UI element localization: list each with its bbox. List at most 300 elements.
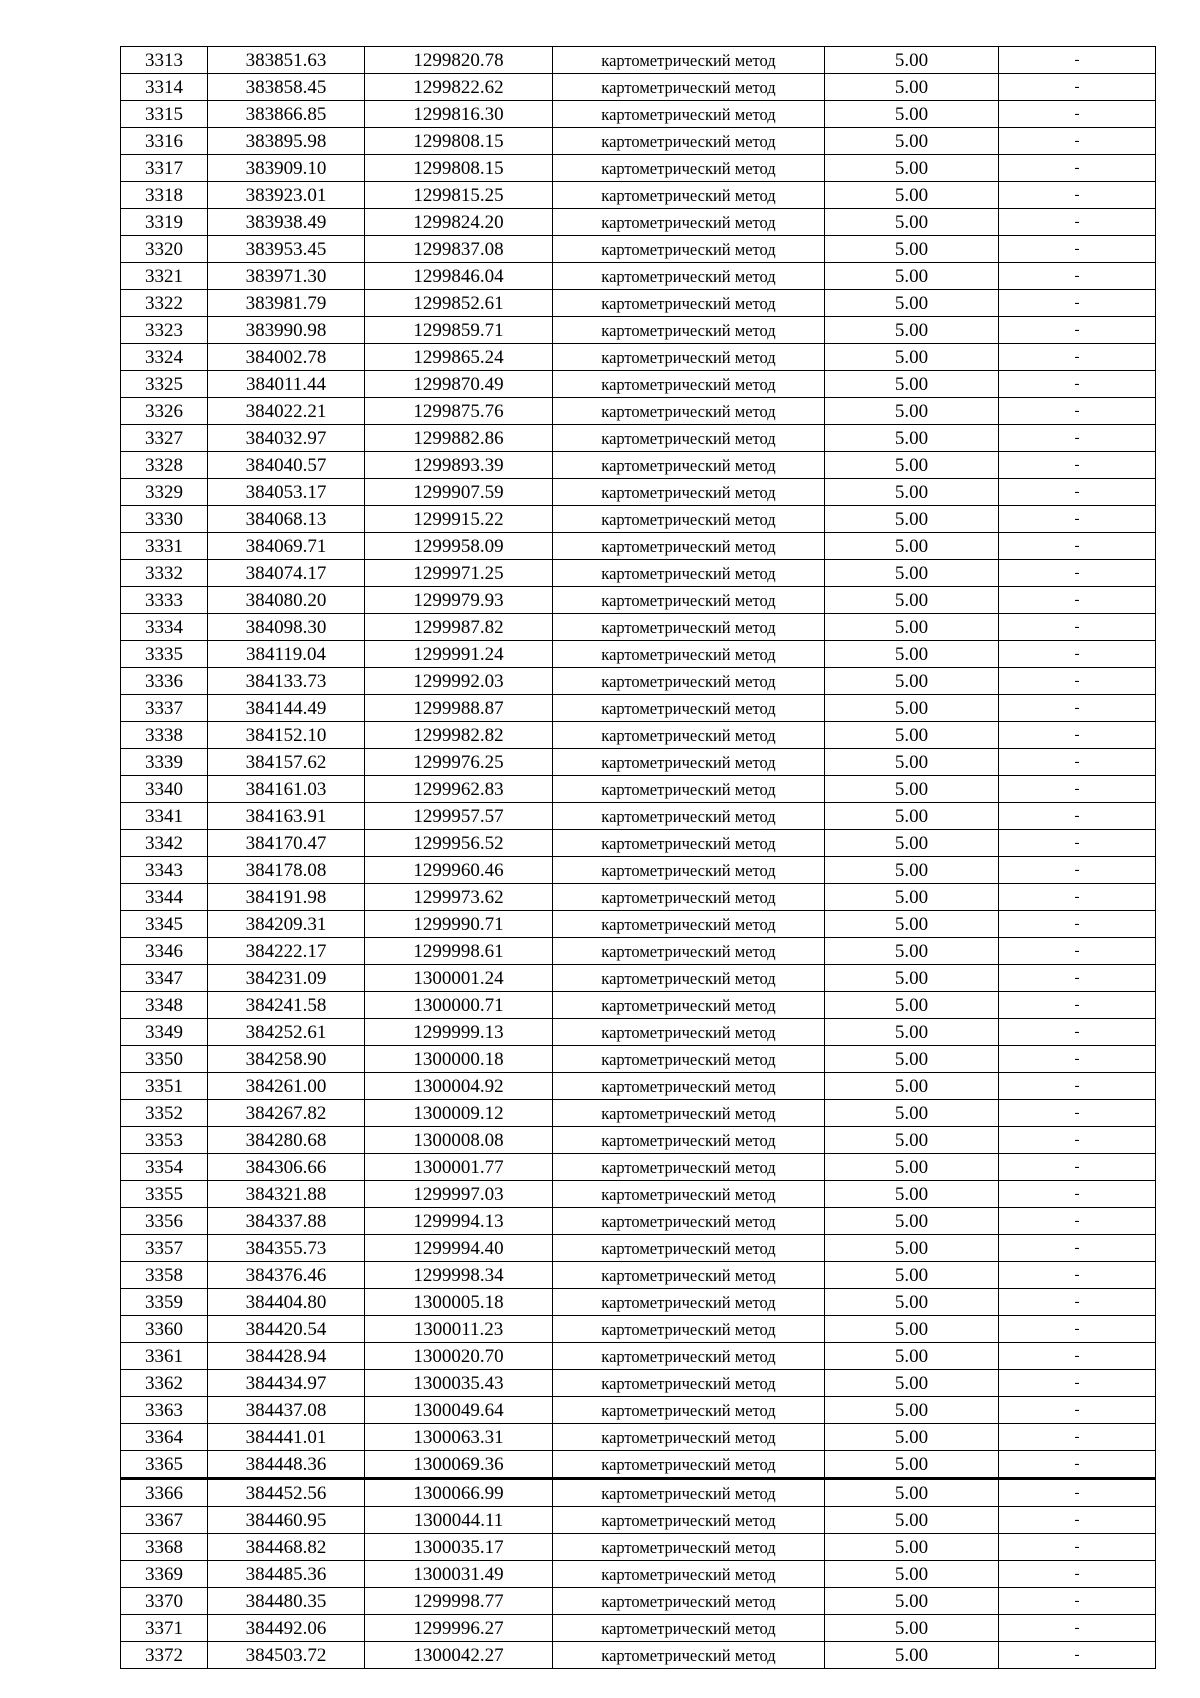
- method-cell: картометрический метод: [553, 1262, 825, 1289]
- y-coordinate-cell: 1299893.39: [365, 452, 553, 479]
- table-row: [121, 1642, 1156, 1669]
- point-number-cell: 3350: [121, 1046, 208, 1073]
- description-cell: -: [999, 776, 1156, 803]
- accuracy-cell: 5.00: [825, 506, 999, 533]
- method-cell: картометрический метод: [553, 344, 825, 371]
- x-coordinate-cell: 384252.61: [208, 1019, 365, 1046]
- method-cell: картометрический метод: [553, 1615, 825, 1642]
- accuracy-cell: 5.00: [825, 1479, 999, 1507]
- point-number-cell: 3314: [121, 74, 208, 101]
- y-coordinate-cell: 1300009.12: [365, 1100, 553, 1127]
- x-coordinate-cell: 384428.94: [208, 1343, 365, 1370]
- y-coordinate-cell: 1300001.77: [365, 1154, 553, 1181]
- point-number-cell: 3364: [121, 1424, 208, 1451]
- table-row: [121, 47, 1156, 74]
- point-number-cell: 3360: [121, 1316, 208, 1343]
- x-coordinate-cell: 384437.08: [208, 1397, 365, 1424]
- description-cell: -: [999, 560, 1156, 587]
- y-coordinate-cell: 1300031.49: [365, 1561, 553, 1588]
- point-number-cell: 3318: [121, 182, 208, 209]
- point-number-cell: 3344: [121, 884, 208, 911]
- description-cell: -: [999, 425, 1156, 452]
- description-cell: -: [999, 1479, 1156, 1507]
- description-cell: -: [999, 830, 1156, 857]
- table-row: [121, 1479, 1156, 1507]
- description-cell: -: [999, 1073, 1156, 1100]
- x-coordinate-cell: 384098.30: [208, 614, 365, 641]
- table-row: [121, 938, 1156, 965]
- point-number-cell: 3363: [121, 1397, 208, 1424]
- description-cell: -: [999, 1235, 1156, 1262]
- y-coordinate-cell: 1299915.22: [365, 506, 553, 533]
- accuracy-cell: 5.00: [825, 992, 999, 1019]
- point-number-cell: 3331: [121, 533, 208, 560]
- accuracy-cell: 5.00: [825, 803, 999, 830]
- y-coordinate-cell: 1299991.24: [365, 641, 553, 668]
- method-cell: картометрический метод: [553, 1127, 825, 1154]
- method-cell: картометрический метод: [553, 1289, 825, 1316]
- x-coordinate-cell: 383971.30: [208, 263, 365, 290]
- table-row: [121, 965, 1156, 992]
- y-coordinate-cell: 1300011.23: [365, 1316, 553, 1343]
- method-cell: картометрический метод: [553, 722, 825, 749]
- point-number-cell: 3340: [121, 776, 208, 803]
- method-cell: картометрический метод: [553, 74, 825, 101]
- point-number-cell: 3316: [121, 128, 208, 155]
- description-cell: -: [999, 1154, 1156, 1181]
- x-coordinate-cell: 384157.62: [208, 749, 365, 776]
- y-coordinate-cell: 1299882.86: [365, 425, 553, 452]
- table-row: [121, 1073, 1156, 1100]
- coordinates-table-body: [121, 47, 1156, 1669]
- accuracy-cell: 5.00: [825, 344, 999, 371]
- x-coordinate-cell: 384032.97: [208, 425, 365, 452]
- description-cell: -: [999, 1507, 1156, 1534]
- x-coordinate-cell: 384261.00: [208, 1073, 365, 1100]
- table-row: [121, 371, 1156, 398]
- y-coordinate-cell: 1299971.25: [365, 560, 553, 587]
- y-coordinate-cell: 1300005.18: [365, 1289, 553, 1316]
- y-coordinate-cell: 1299859.71: [365, 317, 553, 344]
- accuracy-cell: 5.00: [825, 74, 999, 101]
- accuracy-cell: 5.00: [825, 1507, 999, 1534]
- table-row: [121, 1451, 1156, 1479]
- x-coordinate-cell: 384053.17: [208, 479, 365, 506]
- accuracy-cell: 5.00: [825, 1588, 999, 1615]
- accuracy-cell: 5.00: [825, 317, 999, 344]
- description-cell: -: [999, 1370, 1156, 1397]
- y-coordinate-cell: 1300020.70: [365, 1343, 553, 1370]
- method-cell: картометрический метод: [553, 776, 825, 803]
- y-coordinate-cell: 1299987.82: [365, 614, 553, 641]
- table-row: [121, 533, 1156, 560]
- method-cell: картометрический метод: [553, 1642, 825, 1669]
- description-cell: -: [999, 857, 1156, 884]
- table-row: [121, 452, 1156, 479]
- accuracy-cell: 5.00: [825, 1208, 999, 1235]
- description-cell: -: [999, 290, 1156, 317]
- table-row: [121, 1046, 1156, 1073]
- table-row: [121, 776, 1156, 803]
- y-coordinate-cell: 1300044.11: [365, 1507, 553, 1534]
- table-row: [121, 425, 1156, 452]
- point-number-cell: 3371: [121, 1615, 208, 1642]
- y-coordinate-cell: 1299990.71: [365, 911, 553, 938]
- method-cell: картометрический метод: [553, 371, 825, 398]
- y-coordinate-cell: 1299997.03: [365, 1181, 553, 1208]
- y-coordinate-cell: 1299994.13: [365, 1208, 553, 1235]
- point-number-cell: 3366: [121, 1479, 208, 1507]
- accuracy-cell: 5.00: [825, 587, 999, 614]
- description-cell: -: [999, 1019, 1156, 1046]
- accuracy-cell: 5.00: [825, 776, 999, 803]
- accuracy-cell: 5.00: [825, 128, 999, 155]
- description-cell: -: [999, 398, 1156, 425]
- method-cell: картометрический метод: [553, 290, 825, 317]
- method-cell: картометрический метод: [553, 1073, 825, 1100]
- table-row: [121, 722, 1156, 749]
- accuracy-cell: 5.00: [825, 614, 999, 641]
- table-row: [121, 560, 1156, 587]
- accuracy-cell: 5.00: [825, 290, 999, 317]
- table-row: [121, 1370, 1156, 1397]
- table-row: [121, 911, 1156, 938]
- x-coordinate-cell: 384420.54: [208, 1316, 365, 1343]
- accuracy-cell: 5.00: [825, 1127, 999, 1154]
- point-number-cell: 3372: [121, 1642, 208, 1669]
- y-coordinate-cell: 1299820.78: [365, 47, 553, 74]
- description-cell: -: [999, 695, 1156, 722]
- accuracy-cell: 5.00: [825, 263, 999, 290]
- x-coordinate-cell: 383866.85: [208, 101, 365, 128]
- x-coordinate-cell: 384080.20: [208, 587, 365, 614]
- x-coordinate-cell: 384404.80: [208, 1289, 365, 1316]
- description-cell: -: [999, 155, 1156, 182]
- description-cell: -: [999, 1343, 1156, 1370]
- description-cell: -: [999, 992, 1156, 1019]
- accuracy-cell: 5.00: [825, 1235, 999, 1262]
- table-row: [121, 1316, 1156, 1343]
- table-row: [121, 884, 1156, 911]
- description-cell: -: [999, 1208, 1156, 1235]
- method-cell: картометрический метод: [553, 1451, 825, 1479]
- description-cell: -: [999, 1397, 1156, 1424]
- y-coordinate-cell: 1300004.92: [365, 1073, 553, 1100]
- accuracy-cell: 5.00: [825, 668, 999, 695]
- description-cell: -: [999, 1100, 1156, 1127]
- accuracy-cell: 5.00: [825, 533, 999, 560]
- y-coordinate-cell: 1299808.15: [365, 155, 553, 182]
- y-coordinate-cell: 1300008.08: [365, 1127, 553, 1154]
- method-cell: картометрический метод: [553, 884, 825, 911]
- accuracy-cell: 5.00: [825, 236, 999, 263]
- method-cell: картометрический метод: [553, 911, 825, 938]
- x-coordinate-cell: 384480.35: [208, 1588, 365, 1615]
- table-row: [121, 1181, 1156, 1208]
- accuracy-cell: 5.00: [825, 911, 999, 938]
- description-cell: -: [999, 452, 1156, 479]
- table-row: [121, 344, 1156, 371]
- table-row: [121, 614, 1156, 641]
- method-cell: картометрический метод: [553, 992, 825, 1019]
- accuracy-cell: 5.00: [825, 1181, 999, 1208]
- table-row: [121, 1588, 1156, 1615]
- point-number-cell: 3367: [121, 1507, 208, 1534]
- point-number-cell: 3352: [121, 1100, 208, 1127]
- method-cell: картометрический метод: [553, 479, 825, 506]
- y-coordinate-cell: 1300049.64: [365, 1397, 553, 1424]
- method-cell: картометрический метод: [553, 506, 825, 533]
- accuracy-cell: 5.00: [825, 1451, 999, 1479]
- y-coordinate-cell: 1299865.24: [365, 344, 553, 371]
- table-row: [121, 641, 1156, 668]
- point-number-cell: 3329: [121, 479, 208, 506]
- y-coordinate-cell: 1300042.27: [365, 1642, 553, 1669]
- y-coordinate-cell: 1299992.03: [365, 668, 553, 695]
- x-coordinate-cell: 383953.45: [208, 236, 365, 263]
- description-cell: -: [999, 668, 1156, 695]
- method-cell: картометрический метод: [553, 209, 825, 236]
- point-number-cell: 3332: [121, 560, 208, 587]
- y-coordinate-cell: 1299976.25: [365, 749, 553, 776]
- method-cell: картометрический метод: [553, 1154, 825, 1181]
- y-coordinate-cell: 1299962.83: [365, 776, 553, 803]
- point-number-cell: 3347: [121, 965, 208, 992]
- x-coordinate-cell: 384068.13: [208, 506, 365, 533]
- x-coordinate-cell: 384468.82: [208, 1534, 365, 1561]
- method-cell: картометрический метод: [553, 398, 825, 425]
- y-coordinate-cell: 1299815.25: [365, 182, 553, 209]
- method-cell: картометрический метод: [553, 101, 825, 128]
- x-coordinate-cell: 384306.66: [208, 1154, 365, 1181]
- accuracy-cell: 5.00: [825, 452, 999, 479]
- method-cell: картометрический метод: [553, 749, 825, 776]
- method-cell: картометрический метод: [553, 668, 825, 695]
- y-coordinate-cell: 1299958.09: [365, 533, 553, 560]
- y-coordinate-cell: 1299824.20: [365, 209, 553, 236]
- x-coordinate-cell: 384040.57: [208, 452, 365, 479]
- accuracy-cell: 5.00: [825, 182, 999, 209]
- accuracy-cell: 5.00: [825, 1073, 999, 1100]
- y-coordinate-cell: 1299870.49: [365, 371, 553, 398]
- accuracy-cell: 5.00: [825, 1370, 999, 1397]
- x-coordinate-cell: 384144.49: [208, 695, 365, 722]
- y-coordinate-cell: 1299852.61: [365, 290, 553, 317]
- point-number-cell: 3326: [121, 398, 208, 425]
- method-cell: картометрический метод: [553, 938, 825, 965]
- description-cell: -: [999, 344, 1156, 371]
- y-coordinate-cell: 1299982.82: [365, 722, 553, 749]
- method-cell: картометрический метод: [553, 317, 825, 344]
- y-coordinate-cell: 1300035.17: [365, 1534, 553, 1561]
- x-coordinate-cell: 384133.73: [208, 668, 365, 695]
- method-cell: картометрический метод: [553, 695, 825, 722]
- point-number-cell: 3365: [121, 1451, 208, 1479]
- method-cell: картометрический метод: [553, 1534, 825, 1561]
- x-coordinate-cell: 384376.46: [208, 1262, 365, 1289]
- description-cell: -: [999, 614, 1156, 641]
- description-cell: -: [999, 938, 1156, 965]
- x-coordinate-cell: 384170.47: [208, 830, 365, 857]
- method-cell: картометрический метод: [553, 1397, 825, 1424]
- table-row: [121, 506, 1156, 533]
- x-coordinate-cell: 384163.91: [208, 803, 365, 830]
- table-row: [121, 398, 1156, 425]
- table-row: [121, 695, 1156, 722]
- accuracy-cell: 5.00: [825, 47, 999, 74]
- point-number-cell: 3327: [121, 425, 208, 452]
- method-cell: картометрический метод: [553, 1561, 825, 1588]
- accuracy-cell: 5.00: [825, 749, 999, 776]
- accuracy-cell: 5.00: [825, 560, 999, 587]
- x-coordinate-cell: 384492.06: [208, 1615, 365, 1642]
- x-coordinate-cell: 384241.58: [208, 992, 365, 1019]
- description-cell: -: [999, 101, 1156, 128]
- description-cell: -: [999, 1534, 1156, 1561]
- x-coordinate-cell: 383938.49: [208, 209, 365, 236]
- x-coordinate-cell: 384161.03: [208, 776, 365, 803]
- accuracy-cell: 5.00: [825, 209, 999, 236]
- x-coordinate-cell: 384503.72: [208, 1642, 365, 1669]
- x-coordinate-cell: 384191.98: [208, 884, 365, 911]
- point-number-cell: 3361: [121, 1343, 208, 1370]
- method-cell: картометрический метод: [553, 560, 825, 587]
- table-row: [121, 1235, 1156, 1262]
- point-number-cell: 3342: [121, 830, 208, 857]
- method-cell: картометрический метод: [553, 1479, 825, 1507]
- description-cell: -: [999, 1451, 1156, 1479]
- description-cell: -: [999, 1181, 1156, 1208]
- point-number-cell: 3359: [121, 1289, 208, 1316]
- accuracy-cell: 5.00: [825, 479, 999, 506]
- x-coordinate-cell: 383858.45: [208, 74, 365, 101]
- method-cell: картометрический метод: [553, 425, 825, 452]
- point-number-cell: 3323: [121, 317, 208, 344]
- x-coordinate-cell: 384119.04: [208, 641, 365, 668]
- description-cell: -: [999, 1588, 1156, 1615]
- accuracy-cell: 5.00: [825, 155, 999, 182]
- description-cell: -: [999, 641, 1156, 668]
- method-cell: картометрический метод: [553, 1343, 825, 1370]
- description-cell: -: [999, 911, 1156, 938]
- accuracy-cell: 5.00: [825, 1343, 999, 1370]
- x-coordinate-cell: 384280.68: [208, 1127, 365, 1154]
- table-row: [121, 992, 1156, 1019]
- accuracy-cell: 5.00: [825, 641, 999, 668]
- accuracy-cell: 5.00: [825, 1019, 999, 1046]
- table-row: [121, 857, 1156, 884]
- description-cell: -: [999, 209, 1156, 236]
- accuracy-cell: 5.00: [825, 938, 999, 965]
- accuracy-cell: 5.00: [825, 695, 999, 722]
- accuracy-cell: 5.00: [825, 1397, 999, 1424]
- x-coordinate-cell: 384267.82: [208, 1100, 365, 1127]
- method-cell: картометрический метод: [553, 1424, 825, 1451]
- x-coordinate-cell: 384152.10: [208, 722, 365, 749]
- x-coordinate-cell: 384448.36: [208, 1451, 365, 1479]
- description-cell: -: [999, 506, 1156, 533]
- x-coordinate-cell: 384002.78: [208, 344, 365, 371]
- y-coordinate-cell: 1299956.52: [365, 830, 553, 857]
- table-row: [121, 236, 1156, 263]
- description-cell: -: [999, 74, 1156, 101]
- x-coordinate-cell: 383851.63: [208, 47, 365, 74]
- table-row: [121, 1262, 1156, 1289]
- method-cell: картометрический метод: [553, 1100, 825, 1127]
- point-number-cell: 3346: [121, 938, 208, 965]
- table-row: [121, 1424, 1156, 1451]
- accuracy-cell: 5.00: [825, 857, 999, 884]
- point-number-cell: 3325: [121, 371, 208, 398]
- point-number-cell: 3355: [121, 1181, 208, 1208]
- point-number-cell: 3357: [121, 1235, 208, 1262]
- y-coordinate-cell: 1299960.46: [365, 857, 553, 884]
- table-row: [121, 209, 1156, 236]
- x-coordinate-cell: 384355.73: [208, 1235, 365, 1262]
- table-row: [121, 668, 1156, 695]
- x-coordinate-cell: 383895.98: [208, 128, 365, 155]
- point-number-cell: 3319: [121, 209, 208, 236]
- accuracy-cell: 5.00: [825, 1262, 999, 1289]
- method-cell: картометрический метод: [553, 803, 825, 830]
- method-cell: картометрический метод: [553, 830, 825, 857]
- accuracy-cell: 5.00: [825, 722, 999, 749]
- point-number-cell: 3337: [121, 695, 208, 722]
- point-number-cell: 3324: [121, 344, 208, 371]
- table-row: [121, 803, 1156, 830]
- y-coordinate-cell: 1299979.93: [365, 587, 553, 614]
- description-cell: -: [999, 1424, 1156, 1451]
- description-cell: -: [999, 263, 1156, 290]
- point-number-cell: 3333: [121, 587, 208, 614]
- table-row: [121, 317, 1156, 344]
- accuracy-cell: 5.00: [825, 1289, 999, 1316]
- x-coordinate-cell: 384022.21: [208, 398, 365, 425]
- point-number-cell: 3334: [121, 614, 208, 641]
- accuracy-cell: 5.00: [825, 398, 999, 425]
- method-cell: картометрический метод: [553, 1208, 825, 1235]
- table-row: [121, 1507, 1156, 1534]
- point-number-cell: 3351: [121, 1073, 208, 1100]
- point-number-cell: 3369: [121, 1561, 208, 1588]
- table-row: [121, 182, 1156, 209]
- point-number-cell: 3354: [121, 1154, 208, 1181]
- x-coordinate-cell: 384258.90: [208, 1046, 365, 1073]
- method-cell: картометрический метод: [553, 452, 825, 479]
- method-cell: картометрический метод: [553, 263, 825, 290]
- x-coordinate-cell: 384441.01: [208, 1424, 365, 1451]
- x-coordinate-cell: 383990.98: [208, 317, 365, 344]
- x-coordinate-cell: 384178.08: [208, 857, 365, 884]
- point-number-cell: 3341: [121, 803, 208, 830]
- accuracy-cell: 5.00: [825, 1561, 999, 1588]
- y-coordinate-cell: 1299973.62: [365, 884, 553, 911]
- accuracy-cell: 5.00: [825, 1424, 999, 1451]
- point-number-cell: 3335: [121, 641, 208, 668]
- method-cell: картометрический метод: [553, 1046, 825, 1073]
- y-coordinate-cell: 1299994.40: [365, 1235, 553, 1262]
- coordinates-table: [120, 46, 1156, 1669]
- y-coordinate-cell: 1299808.15: [365, 128, 553, 155]
- x-coordinate-cell: 383981.79: [208, 290, 365, 317]
- description-cell: -: [999, 1289, 1156, 1316]
- y-coordinate-cell: 1299998.34: [365, 1262, 553, 1289]
- method-cell: картометрический метод: [553, 182, 825, 209]
- table-row: [121, 1127, 1156, 1154]
- table-row: [121, 74, 1156, 101]
- y-coordinate-cell: 1299816.30: [365, 101, 553, 128]
- point-number-cell: 3356: [121, 1208, 208, 1235]
